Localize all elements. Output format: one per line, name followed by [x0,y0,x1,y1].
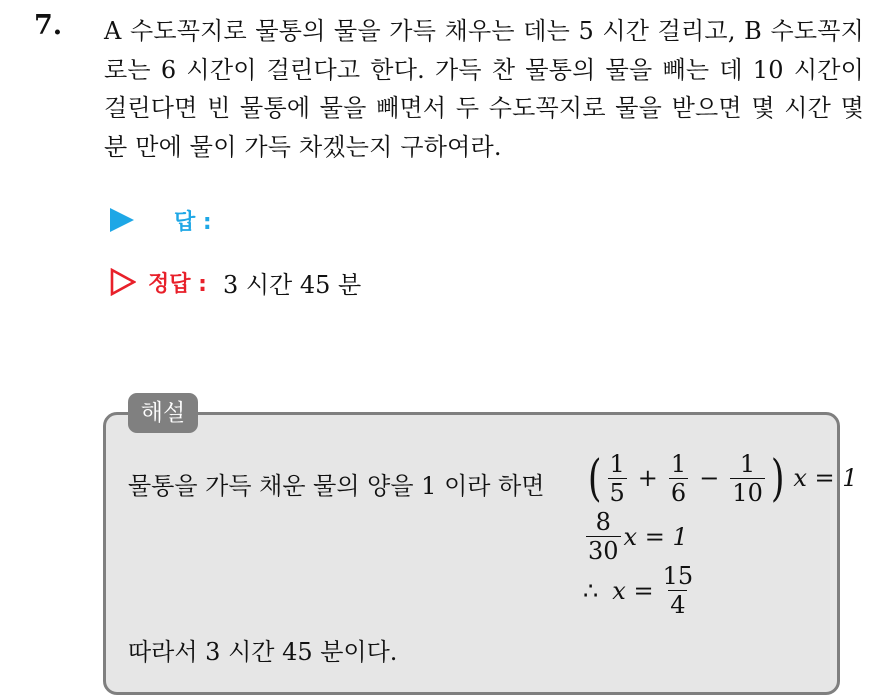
close-paren: ) [770,449,785,507]
fraction-denominator: 4 [670,591,686,619]
explanation-conclusion: 따라서 3 시간 45 분이다. [128,638,398,666]
fraction-one-fifth [608,450,627,507]
fraction-eight-thirtieths [586,508,621,565]
question-text: A 수도꼭지로 물통의 물을 가득 채우는 데는 5 시간 걸리고, B 수도꼭지로는 6 시간이 걸린다고 한다. 가득 찬 물통의 물을 빼는 데 10 시간이 걸린다면 빈 물통에 물을 빼면서 두 수도꼭지로 물을 받으면 몇 시간 몇 분 만에 물이 가득 차겠는지 구하여라. [104,17,864,161]
equation-rhs: x = 1 [793,464,858,492]
fraction-numerator: 1 [739,449,756,478]
fraction-numerator: 1 [670,449,687,478]
equation-line-1 [585,448,858,508]
fraction-fifteen-fourths [661,562,696,619]
fraction-denominator: 30 [588,537,619,565]
fraction-one-tenth [730,450,765,507]
therefore-symbol: ∴ [583,576,599,605]
correct-answer-value: 3 시간 45 분 [222,270,362,299]
equation-rhs: x = 1 [623,522,688,551]
fraction-denominator: 5 [609,478,625,507]
fraction-denominator: 6 [670,478,687,507]
play-arrow-icon [110,208,134,232]
outline-arrow-icon [110,268,136,296]
open-paren: ( [587,449,602,507]
plus-sign: + [637,464,658,492]
answer-row [110,203,212,237]
fraction-one-sixth [669,450,688,507]
fraction-numerator: 8 [595,508,611,536]
fraction-numerator: 1 [609,449,625,478]
answer-label: 답 : [174,209,212,235]
fraction-numerator: 15 [662,562,694,590]
equation-lhs: x = [612,576,654,605]
question-number: 7. [34,10,63,41]
correct-answer-row [110,265,361,299]
fraction-denominator: 10 [732,478,763,507]
equation-line-2 [583,508,688,565]
explanation-intro: 물통을 가득 채운 물의 양을 1 이라 하면 [128,472,545,500]
correct-answer-label: 정답 : [148,271,207,297]
explanation-tag: 해설 [128,393,198,433]
equation-line-3 [583,562,698,619]
minus-sign: − [699,464,720,492]
